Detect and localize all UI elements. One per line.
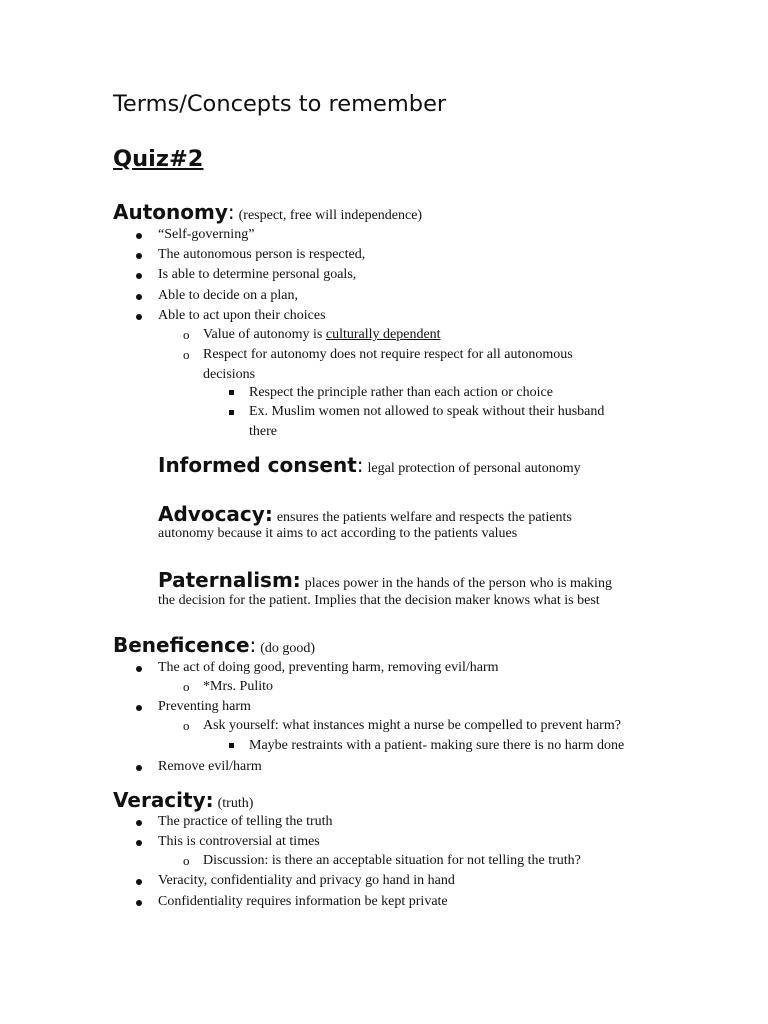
list-item: The autonomous person is respected,: [158, 247, 366, 262]
square-bullet-icon: [229, 390, 234, 395]
beneficence-heading: [113, 633, 315, 657]
list-item: “Self-governing”: [158, 227, 255, 242]
list-item: Able to act upon their choices: [158, 308, 326, 323]
paternalism-heading: [158, 568, 612, 592]
sub-bullet-icon: o: [183, 718, 190, 733]
list-item: This is controversial at times: [158, 834, 320, 849]
list-item-continuation: there: [249, 424, 277, 439]
sub-item-text: Value of autonomy is: [203, 327, 326, 342]
autonomy-heading: [113, 200, 422, 224]
advocacy-desc: ensures the patients welfare and respects the patients: [276, 510, 572, 525]
sub-bullet-icon: o: [183, 347, 190, 362]
informed-consent-desc: legal protection of personal autonomy: [367, 461, 581, 476]
autonomy-colon: :: [227, 200, 235, 224]
beneficence-term: Beneficence: [113, 633, 250, 657]
list-item: Maybe restraints with a patient- making sure there is no harm done: [249, 738, 625, 753]
list-item: Discussion: is there an acceptable situation for not telling the truth?: [203, 853, 581, 868]
list-item: Respect for autonomy does not require respect for all autonomous: [203, 347, 573, 362]
informed-consent-colon: :: [356, 453, 364, 477]
paternalism-term: Paternalism:: [158, 568, 301, 592]
list-item: Respect the principle rather than each action or choice: [249, 385, 553, 400]
paternalism-desc-continuation: the decision for the patient. Implies that the decision maker knows what is best: [158, 593, 600, 608]
beneficence-colon: :: [249, 633, 257, 657]
bullet-icon: [136, 900, 142, 906]
advocacy-heading: [158, 502, 572, 526]
list-item: Is able to determine personal goals,: [158, 267, 357, 282]
square-bullet-icon: [229, 743, 234, 748]
beneficence-desc: (do good): [260, 641, 316, 656]
sub-bullet-icon: o: [183, 679, 190, 694]
bullet-icon: [136, 253, 142, 259]
sub-bullet-icon: o: [183, 327, 190, 342]
list-item: The act of doing good, preventing harm, removing evil/harm: [158, 660, 499, 675]
list-item: Confidentiality requires information be kept private: [158, 894, 448, 909]
list-item: Ask yourself: what instances might a nurse be compelled to prevent harm?: [203, 718, 621, 733]
list-item: Remove evil/harm: [158, 759, 262, 774]
veracity-heading: [113, 788, 253, 812]
list-item: Able to decide on a plan,: [158, 288, 298, 303]
page-title: Terms/Concepts to remember: [113, 91, 447, 117]
list-item: Ex. Muslim women not allowed to speak without their husband: [249, 404, 605, 419]
veracity-term: Veracity:: [113, 788, 214, 812]
list-item: The practice of telling the truth: [158, 814, 333, 829]
bullet-icon: [136, 233, 142, 239]
quiz-heading: Quiz#2: [113, 146, 204, 172]
bullet-icon: [136, 765, 142, 771]
bullet-icon: [136, 705, 142, 711]
paternalism-desc: places power in the hands of the person who is making: [304, 576, 612, 591]
autonomy-term: Autonomy: [113, 200, 228, 224]
bullet-icon: [136, 273, 142, 279]
underlined-text: culturally dependent: [325, 327, 441, 342]
autonomy-desc: (respect, free will independence): [238, 208, 423, 223]
sub-bullet-icon: o: [183, 853, 190, 868]
list-item: Preventing harm: [158, 699, 251, 714]
list-item-continuation: decisions: [203, 367, 256, 382]
list-item: *Mrs. Pulito: [203, 679, 274, 694]
list-item: [203, 327, 441, 343]
veracity-desc: (truth): [217, 796, 254, 811]
informed-consent-term: Informed consent: [158, 453, 357, 477]
list-item: Veracity, confidentiality and privacy go hand in hand: [158, 873, 455, 888]
informed-consent-heading: [158, 453, 581, 477]
bullet-icon: [136, 879, 142, 885]
bullet-icon: [136, 666, 142, 672]
advocacy-term: Advocacy:: [158, 502, 273, 526]
bullet-icon: [136, 294, 142, 300]
square-bullet-icon: [229, 410, 234, 415]
bullet-icon: [136, 314, 142, 320]
bullet-icon: [136, 820, 142, 826]
bullet-icon: [136, 840, 142, 846]
advocacy-desc-continuation: autonomy because it aims to act according to the patients values: [158, 526, 518, 541]
